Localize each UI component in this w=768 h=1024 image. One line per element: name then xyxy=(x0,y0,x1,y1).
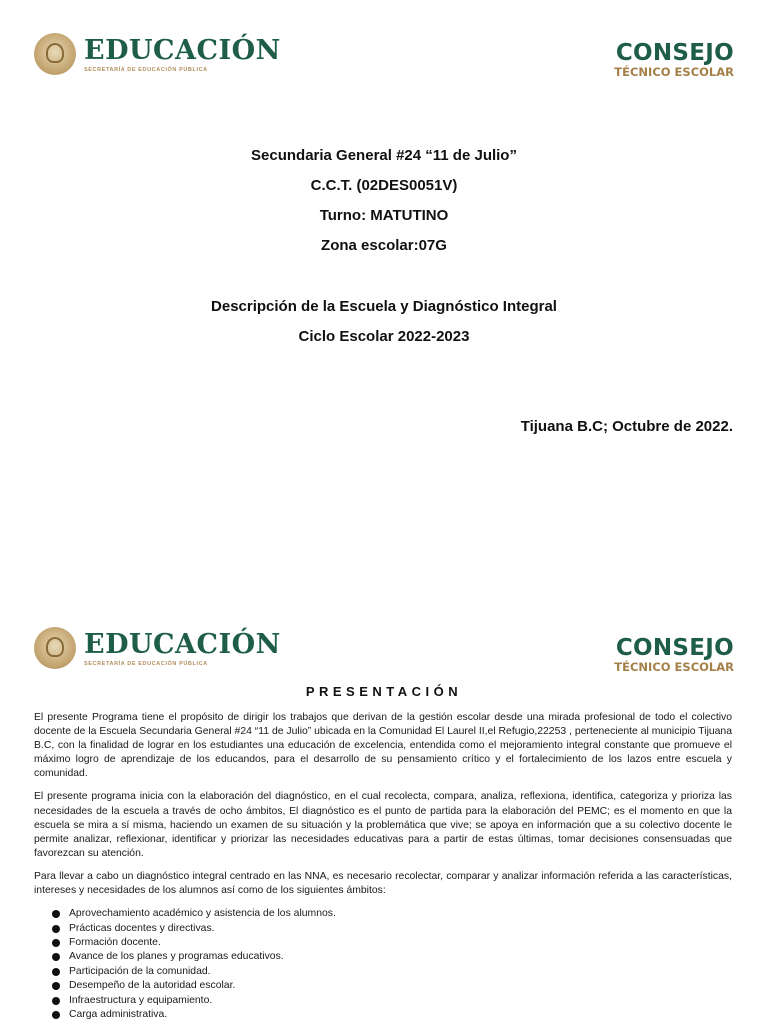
section-title: PRESENTACIÓN xyxy=(305,684,463,699)
educacion-logo-subtitle: SECRETARÍA DE EDUCACIÓN PÚBLICA xyxy=(84,660,208,667)
section-body xyxy=(34,711,732,1022)
school-zona: Zona escolar:07G xyxy=(321,237,447,254)
consejo-logo-subtitle: TÉCNICO ESCOLAR xyxy=(614,65,734,79)
paragraph: El presente programa inicia con la elaboración del diagnóstico, en el cual recolecta, compara, analiza, reflexiona, identifica, categoriza y prioriza las necesidades de la escuela a través de ocho ámbitos, El diagnóstico es el punto de partida para la elaboración del PEMC; es el momento en que la escuela se mira a sí misma, haciendo un examen de su situación y la problemática que vive; se apoya en información que a su colectivo docente le permite analizar, reflexionar, identificar y priorizar las necesidades educativas para a partir de estas últimas, tomar decisiones consensuadas que favorezcan su atención. xyxy=(34,791,732,859)
educacion-logo xyxy=(34,33,281,75)
list-item: Prácticas docentes y directivas. xyxy=(34,922,732,936)
paragraph: El presente Programa tiene el propósito de dirigir los trabajos que derivan de la gestión escolar desde una mirada profesional de todo el colectivo docente de la Escuela Secundaria General #24 “11 de Julio” ubicada en la Comunidad El Laurel II,el Refugio,22253 , perteneciente al municipio Tijuana B.C, con la finalidad de lograr en los estudiantes una educación de excelencia, entendida como el mejoramiento integral constante que promueve el máximo logro de aprendizaje de los educandos, para el desarrollo de su pensamiento crítico y el fortalecimiento de los lazos entre escuela y comunidad. xyxy=(34,712,732,780)
presentation-page xyxy=(0,600,768,1024)
city-date: Tijuana B.C; Octubre de 2022. xyxy=(520,418,733,435)
list-item: Avance de los planes y programas educativos. xyxy=(34,950,732,964)
list-item: Desempeño de la autoridad escolar. xyxy=(34,979,732,993)
list-item: Participación de la comunidad. xyxy=(34,965,732,979)
coat-of-arms-icon xyxy=(34,627,76,669)
school-turno: Turno: MATUTINO xyxy=(319,207,449,224)
consejo-logo xyxy=(614,41,734,79)
document-title: Descripción de la Escuela y Diagnóstico Integral xyxy=(211,298,557,315)
list-item: Aprovechamiento académico y asistencia de los alumnos. xyxy=(34,907,732,921)
consejo-logo-title: CONSEJO xyxy=(615,635,734,661)
consejo-logo-subtitle: TÉCNICO ESCOLAR xyxy=(614,660,734,674)
educacion-logo-title: EDUCACIÓN xyxy=(84,34,281,66)
paragraph: Para llevar a cabo un diagnóstico integral centrado en las NNA, es necesario recolectar, comparar y analizar información referida a las características, intereses y necesidades de los alumnos así como de los siguientes ámbitos: xyxy=(34,870,732,897)
school-name: Secundaria General #24 “11 de Julio” xyxy=(251,147,517,164)
ambitos-list xyxy=(34,907,732,1022)
educacion-logo xyxy=(34,627,281,669)
coat-of-arms-icon xyxy=(34,33,76,75)
educacion-logo-title: EDUCACIÓN xyxy=(84,628,281,660)
list-item: Infraestructura y equipamiento. xyxy=(34,994,732,1008)
school-cct: C.C.T. (02DES0051V) xyxy=(310,177,458,194)
list-item: Carga administrativa. xyxy=(34,1008,732,1022)
list-item: Formación docente. xyxy=(34,936,732,950)
school-year: Ciclo Escolar 2022-2023 xyxy=(298,328,470,345)
consejo-logo xyxy=(614,636,734,674)
educacion-logo-subtitle: SECRETARÍA DE EDUCACIÓN PÚBLICA xyxy=(84,66,208,73)
consejo-logo-title: CONSEJO xyxy=(615,40,734,66)
